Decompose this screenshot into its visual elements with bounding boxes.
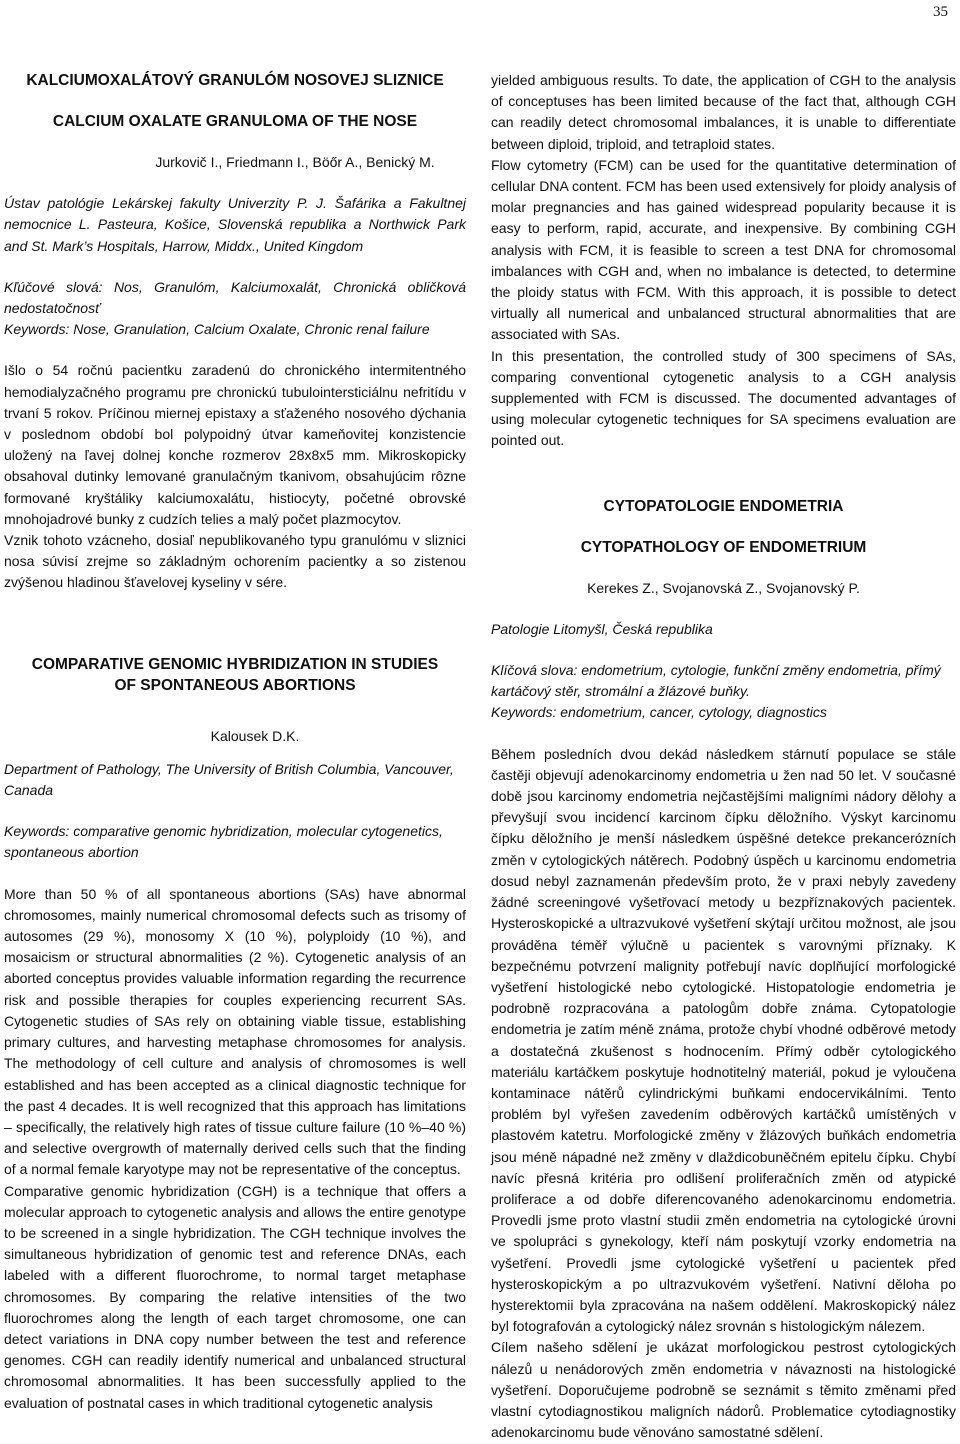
article-title-line-2: OF SPONTANEOUS ABORTIONS: [114, 676, 356, 694]
body-paragraph: Flow cytometry (FCM) can be used for the quantitative determination of cellular DNA content. FCM has been used extensively for ploidy analysis of molar pregnancies and has gained widespread popularity because it is easy to perform, rapid, accurate, and inexpensive. By combining CGH analysis with FCM, it is feasible to screen a test DNA for chromosomal imbalances with CGH and, when no imbalance is detected, to determine the ploidy status with FCM. With this approach, it is possible to detect virtually all numerical and unbalanced structural abnormalities that are associated with SAs.: [491, 156, 956, 343]
article-title-slovak: KALCIUMOXALÁTOVÝ GRANULÓM NOSOVEJ SLIZNICE: [26, 72, 444, 89]
body-paragraph: yielded ambiguous results. To date, the application of CGH to the analysis of conceptuses has been limited because of the fact that, although CGH can readily detect chromosomal imbalances, it is unable to differentiate between diploid, triploid, and tetraploid states.: [491, 72, 956, 152]
body-paragraph: Comparative genomic hybridization (CGH) is a technique that offers a molecular approach to cytogenetic analysis and allows the entire genotype to be screened in a single hybridization. The CGH technique involves the simultaneous hybridization of genomic test and reference DNAs, each labeled with a different fluorochrome, to normal target metaphase chromosomes. By comparing the relative intensities of the two fluorochromes along the length of each target chromosome, one can detect variations in DNA copy number between the test and reference genomes. CGH can readily identify numerical and unbalanced structural chromosomal abnormalities. It has been successfully applied to the evaluation of postnatal cases in which traditional cytogenetic analysis: [4, 1182, 466, 1411]
article-affiliation: Department of Pathology, The University of British Columbia, Vancouver, Canada: [4, 760, 454, 799]
body-paragraph: Išlo o 54 ročnú pacientku zaradenú do chronického intermitentného hemodialyzačného programu pre chronickú tubulointersticiálnu nefritídu v trvaní 5 rokov. Príčinou miernej epistaxy a sťaženého nosového dýchania v poslednom období bol polypoidný útvar kameňovitej konzistencie uložený na ľavej dolnej konche rozmerov 28x8x5 mm. Mikroskopicky obsahoval dutinky lemované granulačným tkanivom, obsahujúcim rôzne formované kryštáliky kalciumoxalátu, histiocyty, početné obrovské mnohojadrové bunky z cudzích telies a malý počet plazmocytov.: [4, 362, 466, 527]
keywords-czech: Klíčová slova: endometrium, cytologie, funkční změny endometria, přímý kartáčový stěr, stromální a žlázové buňky.: [491, 662, 941, 700]
article-authors: Kalousek D.K.: [210, 727, 300, 744]
article-authors: Jurkovič I., Friedmann I., Böőr A., Benický M.: [155, 154, 435, 170]
article-title-line-1: COMPARATIVE GENOMIC HYBRIDIZATION IN STUDIES: [31, 655, 439, 673]
article-authors: Kerekes Z., Svojanovská Z., Svojanovský P.: [587, 579, 860, 596]
page-number: 35: [933, 4, 948, 20]
article-title-english: CYTOPATHOLOGY OF ENDOMETRIUM: [580, 538, 867, 556]
keywords-english: Keywords: comparative genomic hybridization, molecular cytogenetics, spontaneous abortion: [4, 823, 443, 861]
body-paragraph: Během posledních dvou dekád následkem stárnutí populace se stále častěji objevují adenokarcinomy endometria u žen nad 50 let. V současné době jsou karcinomy endometria nejčastějšími maligními nádory dělohy a převyšují svou incidencí karcinom čípku děložního. Výskyt karcinomu čípku děložního je menší následkem úspěšné detekce prekancerózních změn v cytologických nátěrech. Podobný úspěch u karcinomu endometria dosud nebyl zaznamenán především proto, že v praxi nebyly zavedeny žádné screeningové vyšetřovací metody u bezpříznakových pacientek. Hysteroskopické a ultrazvukové vyšetření skýtají určitou možnost, ale jsou prováděna téměř výlučně u pacientek s varovnými příznaky. K bezpečnému potvrzení malignity potřebují navíc doplňující morfologické vyšetření histologické nebo cytologické. Histopatologie endometria je podrobně rozpracována a patologům dobře známa. Cytopatologie endometria je zatím méně známa, protože chybí vhodné odběrové metody a dostatečná zkušenost s hodnocením. Přímý odběr cytologického materiálu kartáčkem poskytuje hodnotitelný materiál, pokud je vyloučena kontaminace nátěrů cylindrickými buňkami endocervikálními. Tento problém byl vyřešen zavedením odběrových kartáčků umístěných v plastovém katetru. Morfologické změny v žlázových buňkách endometria jsou méně nápadné než změny v dlaždicobuněčném epitelu čípku. Chybí navíc přesná kritéria pro odlišení proliferačních změn od atypické proliferace a od dobře diferencovaného adenokarcinomu endometria. Provedli jsme proto vlastní studii změn endometria na cytologické úrovni ve spolupráci s gynekology, kteří nám poskytují vzorky endometria na vyšetření. Provedli jsme cytologické vyšetření u pacientek před hysteroskopickým a po ultrazvukovém vyšetření. Nativní děloha po hysterektomii byla zpracována na našem oddělení. Makroskopický nález byl fotografován a cytologický nález srovnán s histologickým nálezem.: [491, 745, 956, 1335]
article-calcium-oxalate: [4, 70, 466, 594]
article-title-czech: CYTOPATOLOGIE ENDOMETRIA: [603, 497, 844, 515]
article-affiliation: Patologie Litomyšl, Česká republika: [491, 620, 713, 637]
article-endometrium: [491, 496, 956, 1444]
keywords-english: Keywords: endometrium, cancer, cytology, diagnostics: [491, 704, 827, 721]
article-cgh-continued: [491, 70, 956, 452]
right-column: [491, 70, 956, 1443]
keywords-english: Keywords: Nose, Granulation, Calcium Oxalate, Chronic renal failure: [4, 321, 430, 338]
keywords-slovak: Kľúčové slová: Nos, Granulóm, Kalciumoxalát, Chronická obličková nedostatočnosť: [4, 278, 466, 317]
article-cgh-abortions: [4, 654, 466, 1414]
body-paragraph: Cílem našeho sdělení je ukázat morfologickou pestrost cytologických nálezů u nenádorových změn endometria v návaznosti na histologické vyšetření. Doporučujeme podrobně se seznámit s těmito změnami před vlastní cytodiagnostikou maligních nádorů. Problematice cytodiagnostiky adenokarcinomu bude věnováno samostatné sdělení.: [491, 1339, 956, 1441]
article-title-english: CALCIUM OXALATE GRANULOMA OF THE NOSE: [52, 113, 418, 130]
body-paragraph: In this presentation, the controlled study of 300 specimens of SAs, comparing conventional cytogenetic analysis to a CGH analysis supplemented with FCM is discussed. The documented advantages of using molecular cytogenetic techniques for SA specimens evaluation are pointed out.: [491, 347, 956, 449]
article-affiliation: Ústav patológie Lekárskej fakulty Univerzity P. J. Šafárika a Fakultnej nemocnice L. Pasteura, Košice, Slovenská republika a Northwick Park and St. Mark’s Hospitals, Harrow, Middx., United Kingdom: [4, 195, 466, 254]
body-paragraph: More than 50 % of all spontaneous abortions (SAs) have abnormal chromosomes, mainly numerical chromosomal defects such as trisomy of autosomes (29 %), monosomy X (10 %), polyploidy (10 %), and mosaicism or structural abnormalities (2 %). Cytogenetic analysis of an aborted conceptus provides valuable information regarding the recurrence risk and possible therapies for couples experiencing recurrent SAs. Cytogenetic studies of SAs rely on obtaining viable tissue, establishing primary cultures, and harvesting metaphase chromosomes for analysis. The methodology of cell culture and analysis of chromosomes is well established and has been accepted as a clinical diagnostic technique for the past 4 decades. It is well recognized that this approach has limitations – specifically, the relatively high rates of tissue culture failure (10 %–40 %) and selective overgrowth of maternally derived cells such that the finding of a normal female karyotype may not be representative of the conceptus.: [4, 885, 466, 1178]
left-column: [4, 70, 466, 1414]
body-paragraph: Vznik tohoto vzácneho, dosiaľ nepublikovaného typu granulómu v sliznici nosa súvisí zrejme so základným ochorením pacientky a so zistenou zvýšenou hladinou šťavelovej kyseliny v sére.: [4, 532, 466, 591]
